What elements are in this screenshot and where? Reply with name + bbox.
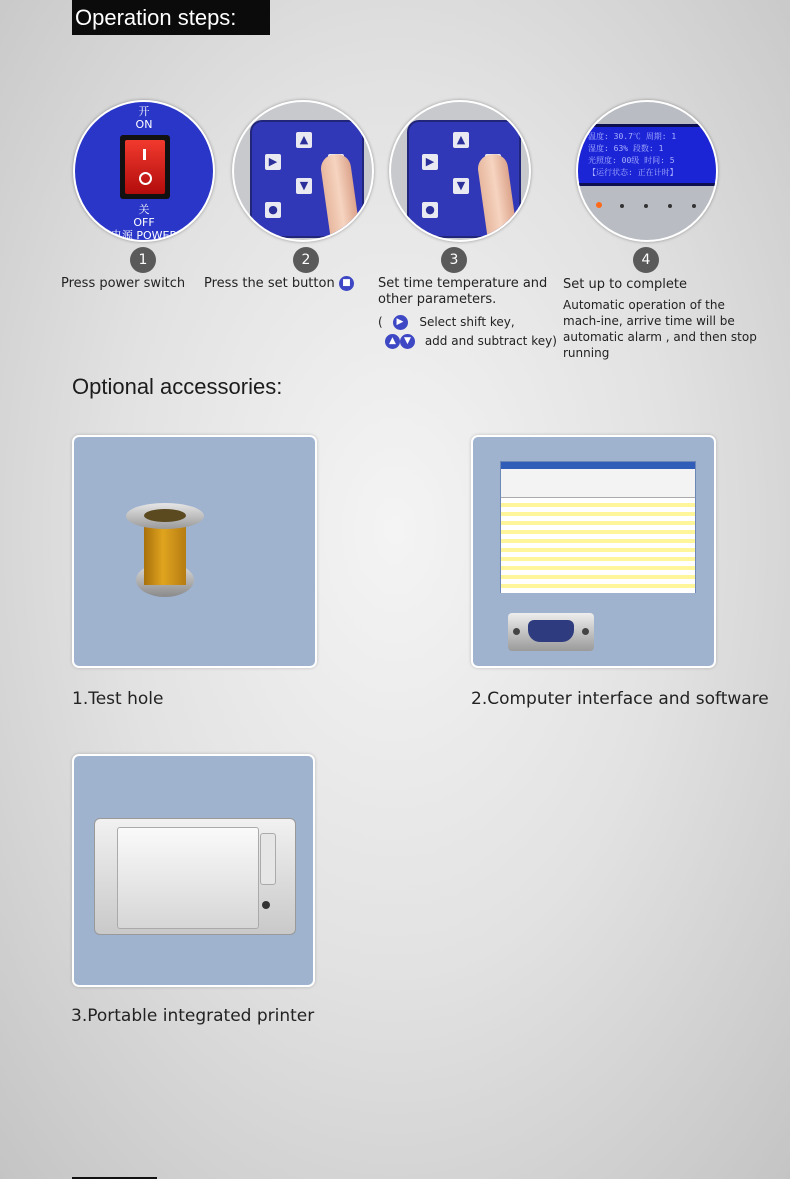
add-subtract-label: add and subtract key) xyxy=(424,334,557,348)
set-button-photo xyxy=(232,100,374,242)
step-desc-4: Automatic operation of the mach-ine, arrive time will be automatic alarm , and then stop running xyxy=(563,298,757,360)
lcd-screen-photo xyxy=(576,100,718,242)
drop-key-icon: ● xyxy=(265,202,281,218)
section-title-operation: Operation steps: xyxy=(72,0,270,35)
printer-icon xyxy=(94,818,296,935)
step-number-3: 3 xyxy=(441,247,467,273)
switch-top-text: 开 xyxy=(138,105,150,118)
software-window-icon xyxy=(500,461,696,593)
serial-port-icon xyxy=(508,613,594,651)
subtract-key-icon: ▼ xyxy=(400,334,415,349)
step-label-3: Set time temperature and other parameters. xyxy=(378,276,548,307)
switch-off-cn-text: 关 xyxy=(138,203,150,216)
down-key-icon: ▼ xyxy=(296,178,312,194)
accessory-caption-3: 3.Portable integrated printer xyxy=(71,1006,315,1026)
power-switch-icon xyxy=(120,135,170,199)
shift-key-icon: ▶ xyxy=(265,154,281,170)
up-key-icon: ▲ xyxy=(453,132,469,148)
step-label-2-text: Press the set button xyxy=(204,276,335,291)
section-title-accessories: Optional accessories: xyxy=(72,374,283,399)
power-switch-photo xyxy=(73,100,215,242)
set-button-icon: ■ xyxy=(339,276,354,291)
paren-open: ( xyxy=(378,315,383,329)
shift-key-icon: ▶ xyxy=(393,315,408,330)
add-key-icon: ▲ xyxy=(385,334,400,349)
shift-key-label: Select shift key, xyxy=(419,315,515,329)
up-key-icon: ▲ xyxy=(296,132,312,148)
step-label-2 xyxy=(204,276,354,292)
printer-card xyxy=(72,754,315,987)
switch-bottom-text: 电源 POWER xyxy=(110,229,178,242)
accessory-caption-1: 1.Test hole xyxy=(72,689,164,709)
test-hole-icon xyxy=(126,503,204,603)
down-key-icon: ▼ xyxy=(453,178,469,194)
shift-key-note xyxy=(378,314,515,330)
switch-on-text: ON xyxy=(135,118,153,131)
indicator-dot-icon xyxy=(668,204,672,208)
lcd-display: 温度: 30.7℃ 周期: 1 湿度: 63% 段数: 1 光照度: 00级 时间: 5 【运行状态: 正在计时】 xyxy=(578,124,716,186)
indicator-dot-icon xyxy=(644,204,648,208)
switch-off-text: OFF xyxy=(133,216,155,229)
indicator-led-icon xyxy=(596,202,602,208)
computer-interface-card xyxy=(471,435,716,668)
parameter-keys-photo xyxy=(389,100,531,242)
indicator-dot-icon xyxy=(620,204,624,208)
step-number-1: 1 xyxy=(130,247,156,273)
step-label-4: Set up to complete xyxy=(563,277,688,292)
step-label-1: Press power switch xyxy=(61,276,186,291)
test-hole-card xyxy=(72,435,317,668)
step-number-2: 2 xyxy=(293,247,319,273)
shift-key-icon: ▶ xyxy=(422,154,438,170)
drop-key-icon: ● xyxy=(422,202,438,218)
indicator-dot-icon xyxy=(692,204,696,208)
accessory-caption-2: 2.Computer interface and software xyxy=(471,689,769,709)
add-subtract-note xyxy=(385,333,557,349)
step-number-4: 4 xyxy=(633,247,659,273)
